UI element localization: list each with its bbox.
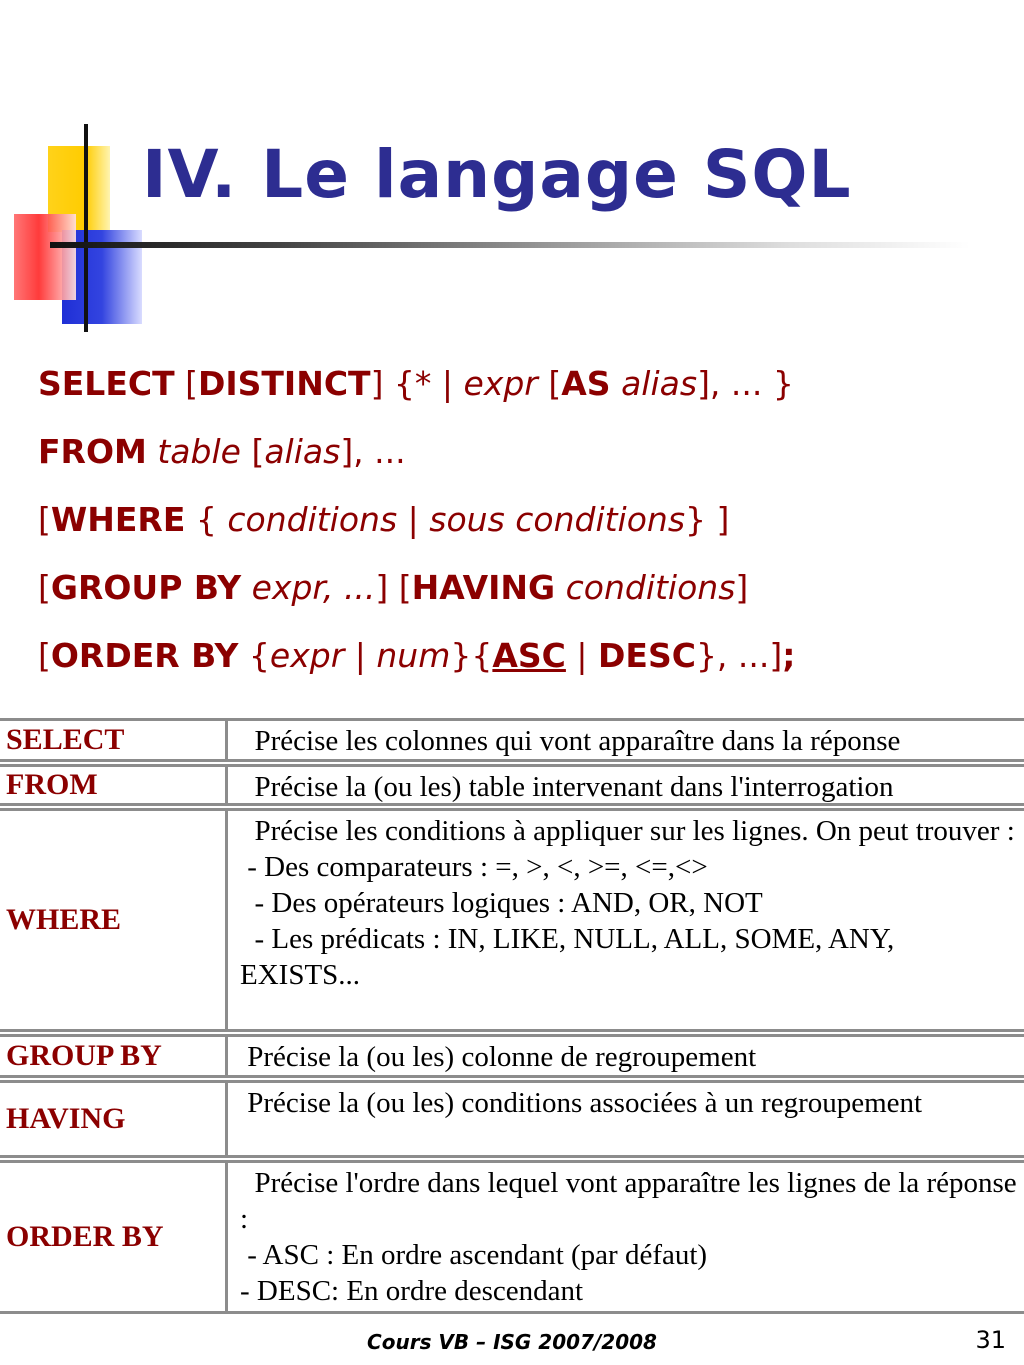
title-underline bbox=[50, 242, 970, 248]
syntax-text: [ bbox=[38, 636, 51, 675]
syntax-text: ], ... bbox=[340, 432, 406, 471]
syntax-line-order-by bbox=[38, 632, 998, 700]
syntax-text: { bbox=[238, 636, 270, 675]
syntax-param: conditions bbox=[565, 568, 736, 607]
syntax-param: expr bbox=[463, 364, 538, 403]
clause-name: WHERE bbox=[0, 811, 228, 1029]
clause-description: Précise l'ordre dans lequel vont apparaître les lignes de la réponse : - ASC : En ordre ascendant (par défaut) - DESC: En ordre descendant bbox=[240, 1167, 1017, 1307]
clause-name: FROM bbox=[0, 767, 228, 803]
syntax-text: { bbox=[185, 500, 228, 539]
syntax-param: alias bbox=[621, 364, 698, 403]
syntax-text: | bbox=[397, 500, 430, 539]
syntax-keyword: AS bbox=[561, 364, 611, 403]
syntax-line-where bbox=[38, 496, 998, 564]
syntax-text: } ] bbox=[685, 500, 730, 539]
clause-description: Précise la (ou les) conditions associées à un regroupement bbox=[240, 1087, 923, 1119]
syntax-line-group-by bbox=[38, 564, 998, 632]
syntax-line-from bbox=[38, 428, 998, 496]
page-number: 31 bbox=[975, 1326, 1006, 1354]
syntax-text: [ bbox=[537, 364, 562, 403]
logo-vertical-line bbox=[84, 124, 88, 332]
table-row-where bbox=[0, 808, 1024, 1032]
syntax-param: num bbox=[376, 636, 451, 675]
logo-red-square bbox=[14, 214, 76, 300]
table-row-from bbox=[0, 764, 1024, 806]
clause-description: Précise les conditions à appliquer sur les lignes. On peut trouver : - Des comparateurs : =, >, <, >=, <=,<> - Des opérateurs logiques : AND, OR, NOT - Les prédicats : IN, LIKE, NULL, ALL, SOME, ANY, EXISTS... bbox=[240, 815, 1015, 991]
syntax-text: | bbox=[344, 636, 377, 675]
clause-name: SELECT bbox=[0, 721, 228, 759]
syntax-text bbox=[611, 364, 622, 403]
syntax-text: ] {* | bbox=[370, 364, 464, 403]
syntax-keyword: FROM bbox=[38, 432, 147, 471]
syntax-keyword: HAVING bbox=[411, 568, 556, 607]
clause-name: HAVING bbox=[0, 1083, 228, 1155]
clause-name: ORDER BY bbox=[0, 1163, 228, 1311]
syntax-keyword: ORDER BY bbox=[50, 636, 239, 675]
syntax-text: }, ...] bbox=[695, 636, 783, 675]
clause-name: GROUP BY bbox=[0, 1037, 228, 1075]
syntax-text: [ bbox=[240, 432, 265, 471]
syntax-text bbox=[555, 568, 566, 607]
syntax-text bbox=[147, 432, 158, 471]
table-row-having bbox=[0, 1080, 1024, 1158]
syntax-keyword-default: ASC bbox=[492, 636, 566, 675]
syntax-param: alias bbox=[264, 432, 341, 471]
syntax-text: ] [ bbox=[375, 568, 412, 607]
syntax-text: [ bbox=[38, 500, 51, 539]
clause-table bbox=[0, 718, 1024, 1316]
syntax-line-select bbox=[38, 360, 998, 428]
slide-title: IV. Le langage SQL bbox=[142, 136, 852, 213]
footer-course-label: Cours VB – ISG 2007/2008 bbox=[367, 1330, 657, 1354]
syntax-keyword: SELECT bbox=[38, 364, 175, 403]
syntax-keyword: DESC bbox=[598, 636, 696, 675]
syntax-text: | bbox=[565, 636, 599, 675]
syntax-param: expr bbox=[269, 636, 345, 675]
clause-description: Précise la (ou les) colonne de regroupement bbox=[240, 1041, 757, 1073]
syntax-text: [ bbox=[174, 364, 198, 403]
syntax-terminator: ; bbox=[782, 636, 796, 675]
syntax-text: }{ bbox=[450, 636, 493, 675]
syntax-param: table bbox=[157, 432, 241, 471]
clause-description: Précise la (ou les) table intervenant dans l'interrogation bbox=[240, 771, 894, 803]
syntax-keyword: WHERE bbox=[50, 500, 186, 539]
table-row-order-by bbox=[0, 1160, 1024, 1314]
sql-syntax bbox=[38, 360, 998, 700]
syntax-keyword: GROUP BY bbox=[50, 568, 242, 607]
syntax-text bbox=[241, 568, 252, 607]
syntax-text: ] bbox=[735, 568, 749, 607]
syntax-keyword: DISTINCT bbox=[197, 364, 371, 403]
syntax-text: ], ... } bbox=[697, 364, 794, 403]
table-row-group-by bbox=[0, 1034, 1024, 1078]
syntax-param: conditions bbox=[227, 500, 398, 539]
syntax-text: [ bbox=[38, 568, 51, 607]
clause-description: Précise les colonnes qui vont apparaître dans la réponse bbox=[240, 725, 901, 757]
table-row-select bbox=[0, 718, 1024, 762]
syntax-param: sous conditions bbox=[429, 500, 686, 539]
syntax-param: expr, ... bbox=[251, 568, 376, 607]
